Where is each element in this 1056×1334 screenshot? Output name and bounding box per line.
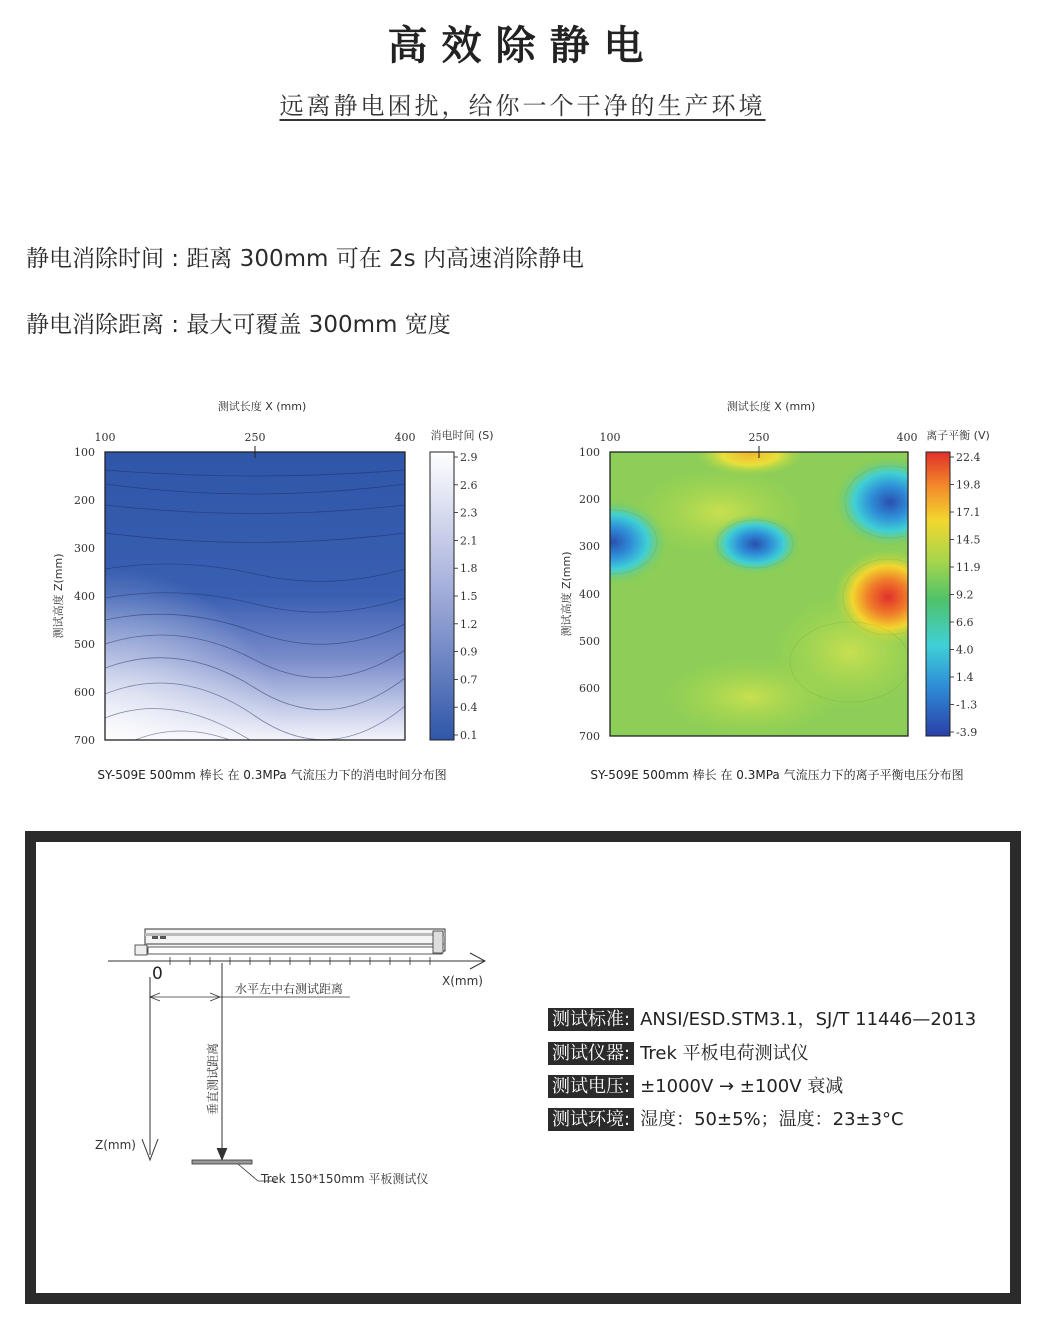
plate-label: Trek 150*150mm 平板测试仪	[261, 1172, 429, 1186]
chart-caption: SY-509E 500mm 棒长 在 0.3MPa 气流压力下的离子平衡电压分布图	[590, 768, 964, 782]
page-subtitle	[0, 86, 1045, 121]
colorbar-tick-label: 2.9	[460, 451, 478, 464]
x-axis-title: 测试长度 X (mm)	[726, 400, 816, 413]
colorbar-tick-label: 9.2	[956, 588, 974, 602]
colorbar-tick-label: 1.2	[460, 617, 478, 631]
y-tick: 700	[579, 730, 600, 743]
colorbar-tick-label: 17.1	[956, 506, 981, 519]
colorbar	[926, 452, 950, 736]
condition-tag: 测试电压:	[548, 1075, 634, 1098]
x-tick: 100	[94, 431, 116, 444]
y-tick: 500	[579, 635, 600, 648]
spec-discharge-distance: 静电消除距离 : 最大可覆盖 300mm 宽度	[26, 312, 451, 338]
y-axis-title: 测试高度 Z(mm)	[52, 553, 65, 639]
y-tick: 600	[74, 686, 95, 699]
y-ticks	[579, 446, 600, 743]
y-tick: 300	[74, 542, 95, 555]
y-tick: 400	[579, 588, 600, 601]
page-title: 高效除静电	[387, 23, 658, 69]
condition-value: Trek 平板电荷测试仪	[640, 1043, 809, 1064]
colorbar-tick-label: 1.4	[956, 671, 974, 684]
y-tick: 500	[74, 638, 95, 651]
colorbar-ticks	[454, 451, 478, 742]
heatmap-glow	[105, 452, 405, 740]
horizontal-distance-label: 水平左中右测试距离	[235, 982, 344, 996]
condition-tag: 测试环境:	[548, 1108, 634, 1131]
x-tick: 400	[896, 431, 918, 444]
colorbar-tick-label: 22.4	[956, 451, 981, 464]
x-axis-label: X(mm)	[442, 974, 483, 988]
colorbar-tick-label: 14.5	[956, 533, 981, 547]
y-tick: 400	[74, 590, 95, 603]
colorbar-tick-label: 1.8	[460, 562, 478, 576]
x-axis-title: 测试长度 X (mm)	[217, 400, 307, 413]
colorbar-title: 消电时间 (S)	[430, 429, 494, 442]
colorbar-ticks	[950, 451, 981, 739]
y-tick: 100	[74, 446, 95, 459]
y-tick: 200	[74, 494, 95, 507]
condition-tag: 测试仪器:	[548, 1042, 634, 1065]
colorbar-tick-label: 0.1	[460, 729, 478, 742]
condition-instrument	[548, 1039, 809, 1065]
chart-ion-balance	[550, 392, 1020, 792]
colorbar-tick-label: 0.4	[460, 701, 478, 715]
colorbar-tick-label: 2.6	[460, 478, 478, 492]
spec-discharge-time: 静电消除时间 : 距离 300mm 可在 2s 内高速消除静电	[26, 246, 584, 272]
colorbar-tick-label: 0.7	[460, 673, 478, 687]
colorbar-tick-label: 6.6	[956, 616, 974, 629]
origin-label: 0	[152, 964, 163, 984]
colorbar-tick-label: 11.9	[956, 561, 981, 574]
y-tick: 300	[579, 540, 600, 553]
condition-voltage	[548, 1072, 843, 1098]
condition-value: 湿度：50±5%；温度：23±3°C	[640, 1109, 904, 1130]
x-tick: 400	[394, 431, 416, 444]
colorbar-title: 离子平衡 (V)	[926, 429, 990, 442]
test-setup-diagram	[90, 915, 510, 1205]
colorbar-tick-label: 0.9	[460, 645, 478, 659]
condition-value: ±1000V → ±100V 衰减	[640, 1076, 844, 1097]
condition-standard	[548, 1005, 976, 1031]
y-tick: 200	[579, 493, 600, 506]
y-tick: 600	[579, 682, 600, 695]
colorbar-tick-label: -1.3	[956, 698, 978, 712]
colorbar-tick-label: 19.8	[956, 478, 981, 492]
colorbar-tick-label: 4.0	[956, 643, 974, 657]
ion-bar-device	[135, 929, 445, 955]
colorbar-tick-label: 2.3	[460, 506, 478, 520]
subtitle-text: 远离静电困扰，给你一个干净的生产环境	[279, 92, 766, 120]
chart-discharge-time	[40, 392, 510, 792]
y-tick: 100	[579, 446, 600, 459]
x-tick: 250	[244, 431, 266, 444]
colorbar-tick-label: 1.5	[460, 590, 478, 603]
x-tick: 250	[748, 431, 770, 444]
colorbar-tick-label: -3.9	[956, 726, 978, 739]
condition-value: ANSI/ESD.STM3.1，SJ/T 11446—2013	[640, 1009, 977, 1030]
y-ticks	[74, 446, 95, 747]
condition-environment	[548, 1105, 904, 1131]
trek-plate	[192, 1160, 252, 1164]
y-tick: 700	[74, 734, 95, 747]
colorbar	[430, 452, 454, 740]
plot-area	[105, 446, 405, 760]
z-axis-label: Z(mm)	[95, 1138, 136, 1152]
plot-area	[557, 432, 945, 737]
x-tick: 100	[599, 431, 621, 444]
chart-caption: SY-509E 500mm 棒长 在 0.3MPa 气流压力下的消电时间分布图	[97, 768, 447, 782]
y-axis-title: 测试高度 Z(mm)	[560, 551, 573, 637]
condition-tag: 测试标准:	[548, 1008, 634, 1031]
colorbar-tick-label: 2.1	[460, 534, 478, 548]
vertical-distance-label: 垂直测试距离	[206, 1042, 220, 1116]
